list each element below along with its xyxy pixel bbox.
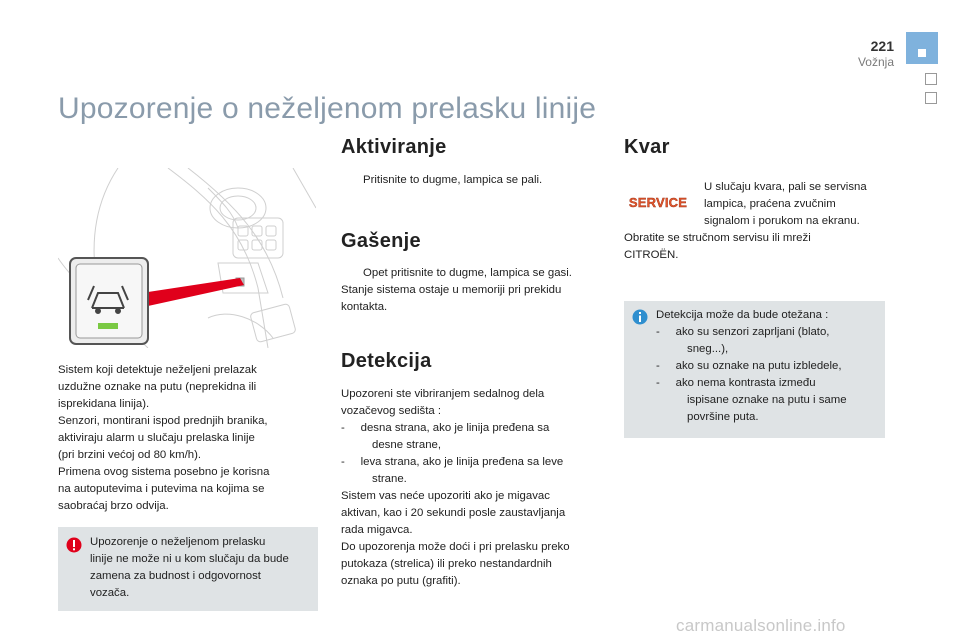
kvar-text xyxy=(624,179,894,264)
bullet-line xyxy=(341,265,611,282)
kvar-line: Obratite se stručnom servisu ili mreži xyxy=(624,232,811,244)
detekcija-line: Upozoreni ste vibriranjem sedalnog dela xyxy=(341,388,545,400)
gasenje-text xyxy=(341,265,611,316)
section-title-kvar: Kvar xyxy=(624,136,670,158)
dashboard-button-illustration xyxy=(58,168,316,348)
description-line: aktiviraju alarm u slučaju prelaska linije xyxy=(58,432,255,444)
warning-icon xyxy=(66,537,82,553)
watermark-url[interactable]: carmanualsonline.info xyxy=(676,616,846,635)
description-line: na autoputevima i putevima na kojima se xyxy=(58,483,265,495)
bullet-text: Pritisnite to dugme, lampica se pali. xyxy=(363,174,543,186)
warning-line: zamena za budnost i odgovornost xyxy=(90,570,261,582)
info-line: - ako su senzori zaprljani (blato, xyxy=(656,326,830,338)
gasenje-line: kontakta. xyxy=(341,301,388,313)
description-line: Senzori, montirani ispod prednjih branika, xyxy=(58,415,268,427)
detekcija-line: - leva strana, ako je linija pređena sa leve xyxy=(341,456,564,468)
bullet-text: Opet pritisnite to dugme, lampica se gasi. xyxy=(363,267,572,279)
info-line: površine puta. xyxy=(687,411,759,423)
info-line: ispisane oznake na putu i same xyxy=(687,394,847,406)
section-title-aktiviranje: Aktiviranje xyxy=(341,136,447,158)
gasenje-line: Stanje sistema ostaje u memoriji pri prekidu xyxy=(341,284,562,296)
warning-line: vozača. xyxy=(90,587,130,599)
description-paragraph xyxy=(58,362,318,515)
chapter-label: Vožnja xyxy=(857,55,894,69)
detekcija-line: Sistem vas neće upozoriti ako je migavac xyxy=(341,490,550,502)
chapter-tab-empty[interactable] xyxy=(925,92,937,104)
detekcija-line: rada migavca. xyxy=(341,524,413,536)
description-line: Primena ovog sistema posebno je korisna xyxy=(58,466,270,478)
detekcija-line: oznaka po putu (grafiti). xyxy=(341,575,461,587)
detekcija-line: strane. xyxy=(372,473,407,485)
detekcija-line: Do upozorenja može doći i pri prelasku preko xyxy=(341,541,570,553)
kvar-line: signalom i porukom na ekranu. xyxy=(704,215,860,227)
detekcija-text xyxy=(341,386,611,590)
info-line: - ako nema kontrasta između xyxy=(656,377,816,389)
section-title-gasenje: Gašenje xyxy=(341,230,421,252)
page-title: Upozorenje o neželjenom prelasku linije xyxy=(58,92,597,125)
section-title-detekcija: Detekcija xyxy=(341,350,432,372)
warning-line: linije ne može ni u kom slučaju da bude xyxy=(90,553,289,565)
description-line: isprekidana linija). xyxy=(58,398,150,410)
info-box xyxy=(624,301,885,438)
chapter-tab-active[interactable] xyxy=(906,32,938,64)
kvar-line: U slučaju kvara, pali se servisna xyxy=(704,181,867,193)
detekcija-line: desne strane, xyxy=(372,439,442,451)
description-line: saobraćaj brzo odvija. xyxy=(58,500,169,512)
info-line: - ako su oznake na putu izbledele, xyxy=(656,360,842,372)
info-line: Detekcija može da bude otežana : xyxy=(656,309,829,321)
description-line: Sistem koji detektuje neželjeni prelazak xyxy=(58,364,257,376)
page-number: 221 xyxy=(870,38,894,54)
detekcija-line: aktivan, kao i 20 sekundi posle zaustavljanja xyxy=(341,507,566,519)
aktiviranje-text xyxy=(341,172,601,189)
detekcija-line: putokaza (strelica) ili preko nestandardnih xyxy=(341,558,552,570)
description-line: uzdužne oznake na putu (neprekidna ili xyxy=(58,381,257,393)
warning-line: Upozorenje o neželjenom prelasku xyxy=(90,536,266,548)
info-line: sneg...), xyxy=(687,343,729,355)
detekcija-line: - desna strana, ako je linija pređena sa xyxy=(341,422,550,434)
kvar-line: lampica, praćena zvučnim xyxy=(704,198,836,210)
service-label: SERVICE xyxy=(628,195,688,210)
info-icon xyxy=(632,309,648,325)
warning-box xyxy=(58,527,318,611)
bullet-line xyxy=(341,172,601,189)
chapter-tab-empty[interactable] xyxy=(925,73,937,85)
description-line: (pri brzini većoj od 80 km/h). xyxy=(58,449,202,461)
detekcija-line: vozačevog sedišta : xyxy=(341,405,442,417)
tab-dot xyxy=(918,49,926,57)
kvar-line: CITROËN. xyxy=(624,249,679,261)
